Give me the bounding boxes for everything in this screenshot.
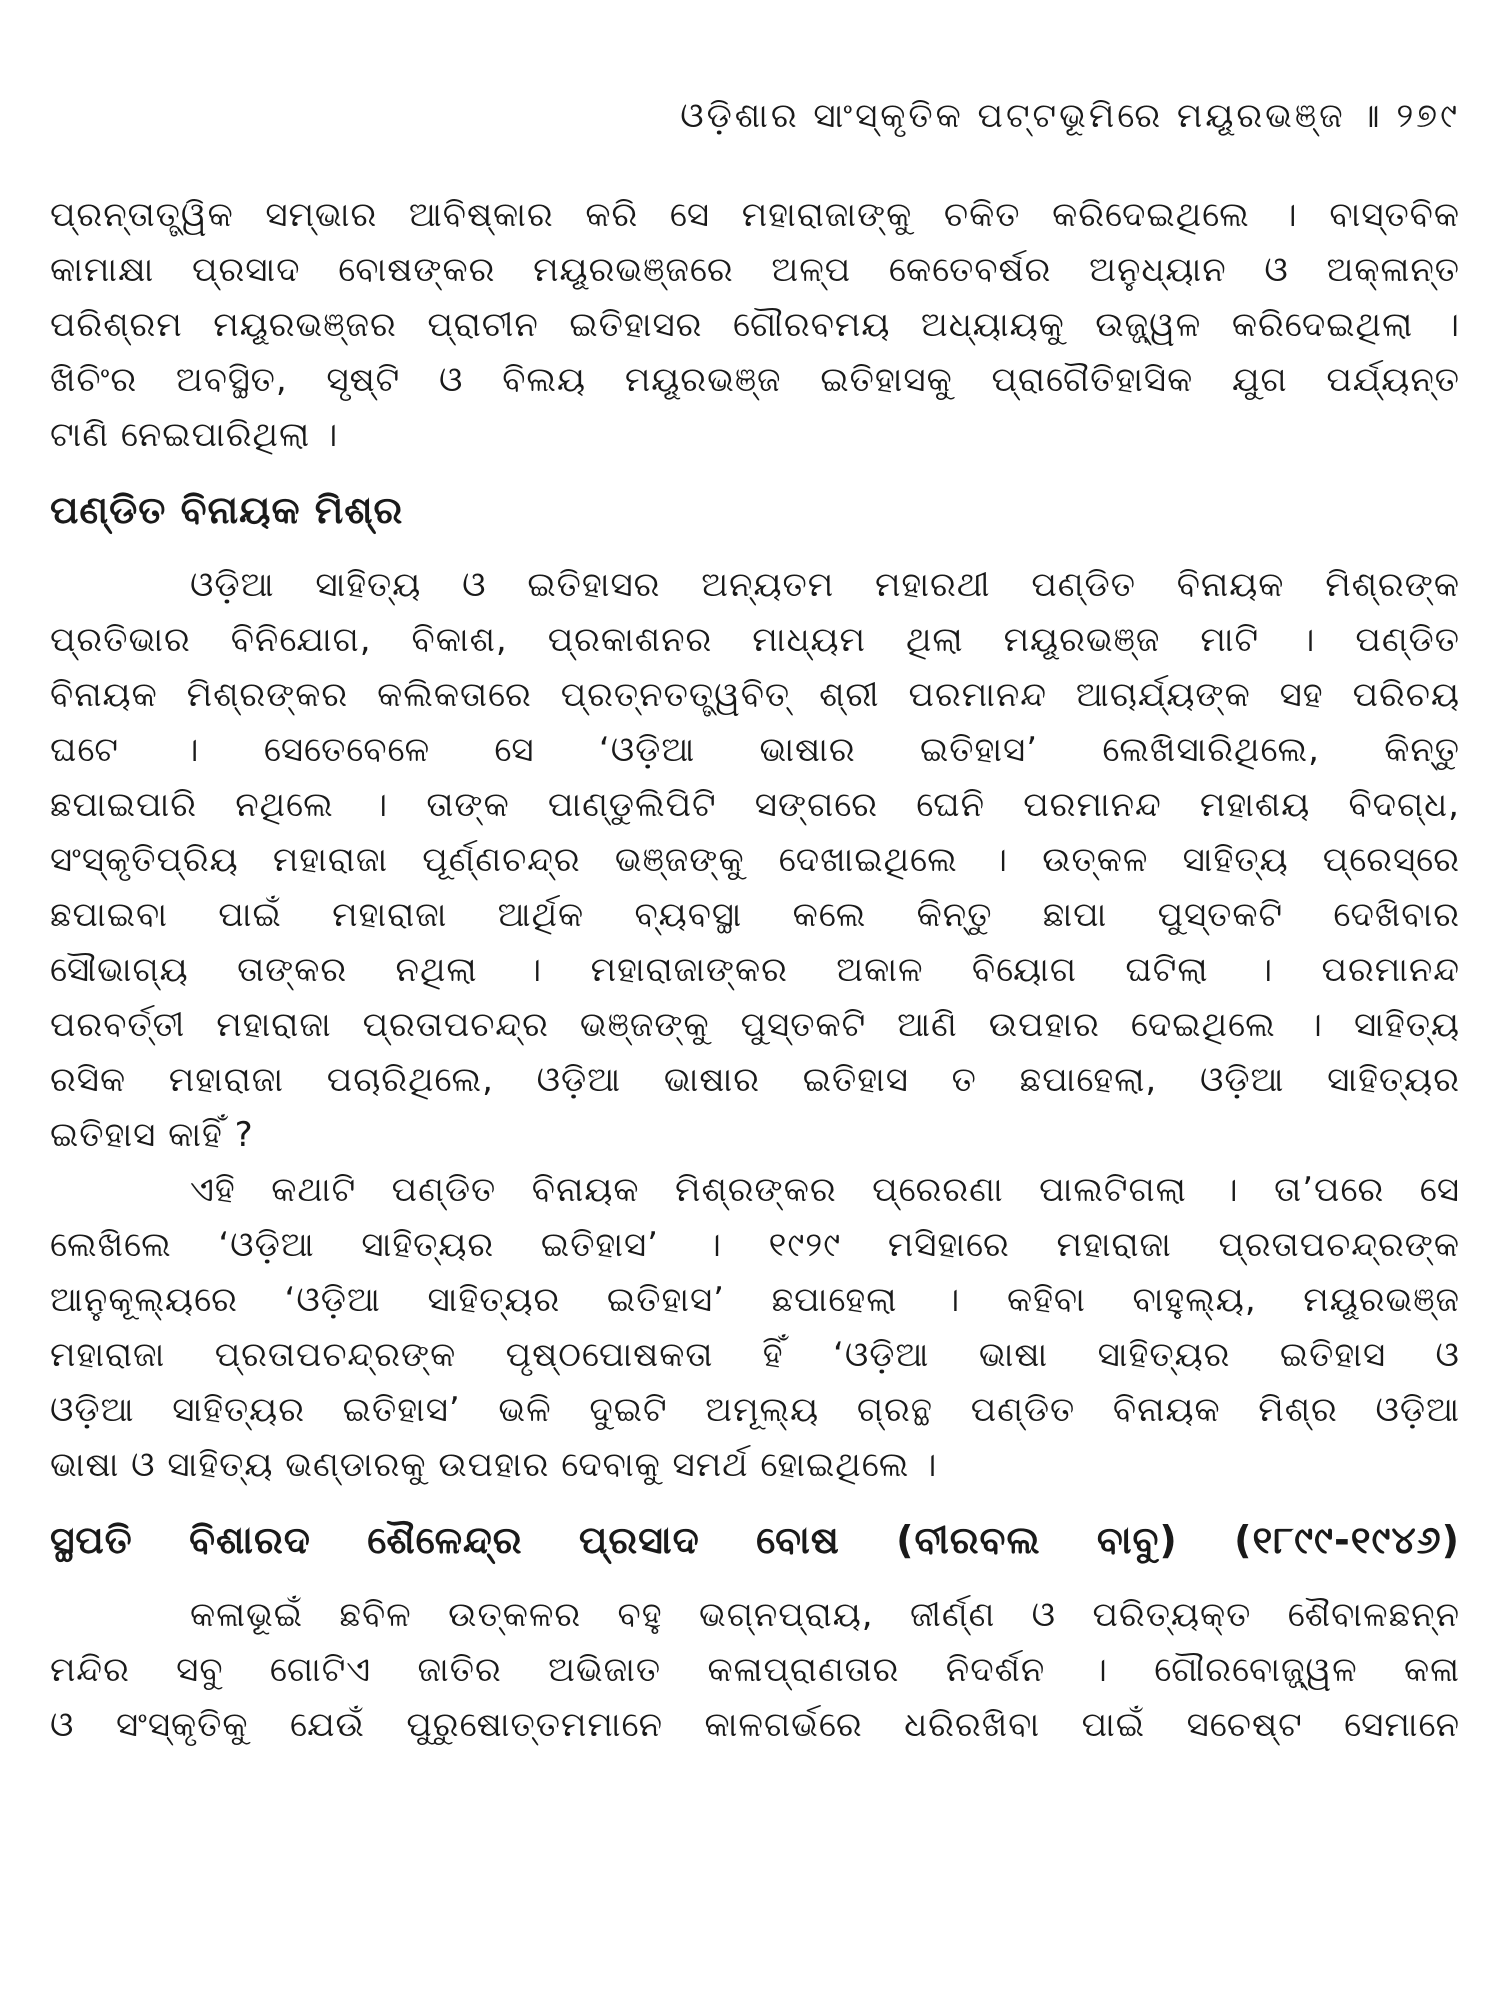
text-line: ପରବର୍ତ୍ତୀ ମହାରାଜା ପ୍ରତାପଚନ୍ଦ୍ର ଭଞ୍ଜଙ୍କୁ ପୁସ୍ତକଟି ଆଣି ଉପହାର ଦେଇଥିଲେ । ସାହିତ୍ୟ: [50, 1005, 1460, 1045]
text-line: ଏହି କଥାଟି ପଣ୍ଡିତ ବିନାୟକ ମିଶ୍ରଙ୍କର ପ୍ରେରଣା ପାଲଟିଗଲା । ତା’ପରେ ସେ: [190, 1170, 1460, 1210]
text-line: କାମାକ୍ଷା ପ୍ରସାଦ ବୋଷଙ୍କର ମୟୂରଭଞ୍ଜରେ ଅଳ୍ପ କେତେବର୍ଷର ଅନୁଧ୍ୟାନ ଓ ଅକ୍ଳାନ୍ତ: [50, 250, 1460, 290]
text-line: କଳାଭୂଇଁ ଛବିଳ ଉତ୍କଳର ବହୁ ଭଗ୍ନପ୍ରାୟ, ଜୀର୍ଣ୍ଣ ଓ ପରିତ୍ୟକ୍ତ ଶୈବାଳଛନ୍ନ: [190, 1595, 1460, 1635]
text-line: ପରିଶ୍ରମ ମୟୂରଭଞ୍ଜର ପ୍ରାଚୀନ ଇତିହାସର ଗୌରବମୟ ଅଧ୍ୟାୟକୁ ଉଜ୍ଜ୍ୱଳ କରିଦେଇଥିଲା ।: [50, 305, 1460, 345]
text-line: ସୌଭାଗ୍ୟ ତାଙ୍କର ନଥିଲା । ମହାରାଜାଙ୍କର ଅକାଳ ବିୟୋଗ ଘଟିଲା । ପରମାନନ୍ଦ: [50, 950, 1460, 990]
text-line: ଇତିହାସ କାହିଁ ?: [50, 1115, 254, 1155]
text-line: ଲେଖିଲେ ‘ଓଡ଼ିଆ ସାହିତ୍ୟର ଇତିହାସ’ । ୧୯୨୯ ମସିହାରେ ମହାରାଜା ପ୍ରତାପଚନ୍ଦ୍ରଙ୍କ: [50, 1225, 1460, 1265]
text-line: ଛପାଇପାରି ନଥିଲେ । ତାଙ୍କ ପାଣ୍ଡୁଲିପିଟି ସଙ୍ଗରେ ଘେନି ପରମାନନ୍ଦ ମହାଶୟ ବିଦଗ୍ଧ,: [50, 785, 1460, 825]
paragraph-4: [50, 1588, 1460, 1753]
section-heading-shailendra-prasad-bose: ସ୍ଥପତି ବିଶାରଦ ଶୈଳେନ୍ଦ୍ର ପ୍ରସାଦ ବୋଷ (ବୀରବଲ ବାବୁ) (୧୮୯୯-୧୯୪୬): [50, 1518, 1460, 1562]
text-line: ପ୍ରନ୍ତାତ୍ତ୍ୱିକ ସମ୍ଭାର ଆବିଷ୍କାର କରି ସେ ମହାରାଜାଙ୍କୁ ଚକିତ କରିଦେଇଥିଲେ । ବାସ୍ତବିକ: [50, 195, 1460, 235]
text-line: ବିନାୟକ ମିଶ୍ରଙ୍କର କଲିକତାରେ ପ୍ରତ୍ନତତ୍ତ୍ୱବିତ୍ ଶ୍ରୀ ପରମାନନ୍ଦ ଆଚାର୍ଯ୍ୟଙ୍କ ସହ ପରିଚୟ: [50, 675, 1460, 715]
running-head: ଓଡ଼ିଶାର ସାଂସ୍କୃତିକ ପଟ୍ଟଭୂମିରେ ମୟୂରଭଞ୍ଜ ॥ ୨୭୯: [680, 96, 1460, 136]
text-line: ରସିକ ମହାରାଜା ପଚାରିଥିଲେ, ଓଡ଼ିଆ ଭାଷାର ଇତିହାସ ତ ଛପାହେଲା, ଓଡ଼ିଆ ସାହିତ୍ୟର: [50, 1060, 1460, 1100]
text-line: ଟାଣି ନେଇପାରିଥିଲା ।: [50, 415, 339, 455]
text-line: ଓଡ଼ିଆ ସାହିତ୍ୟ ଓ ଇତିହାସର ଅନ୍ୟତମ ମହାରଥୀ ପଣ୍ଡିତ ବିନାୟକ ମିଶ୍ରଙ୍କ: [190, 565, 1460, 605]
book-page: [50, 0, 1460, 2000]
text-line: ପ୍ରତିଭାର ବିନିଯୋଗ, ବିକାଶ, ପ୍ରକାଶନର ମାଧ୍ୟମ ଥିଲା ମୟୂରଭଞ୍ଜ ମାଟି । ପଣ୍ଡିତ: [50, 620, 1460, 660]
text-line: ଛପାଇବା ପାଇଁ ମହାରାଜା ଆର୍ଥିକ ବ୍ୟବସ୍ଥା କଲେ କିନ୍ତୁ ଛାପା ପୁସ୍ତକଟି ଦେଖିବାର: [50, 895, 1460, 935]
text-line: ଓଡ଼ିଆ ସାହିତ୍ୟର ଇତିହାସ’ ଭଳି ଦୁଇଟି ଅମୂଲ୍ୟ ଗ୍ରନ୍ଥ ପଣ୍ଡିତ ବିନାୟକ ମିଶ୍ର ଓଡ଼ିଆ: [50, 1390, 1460, 1430]
paragraph-2: [50, 558, 1460, 1163]
text-line: ସଂସ୍କୃତିପ୍ରିୟ ମହାରାଜା ପୂର୍ଣ୍ଣଚନ୍ଦ୍ର ଭଞ୍ଜଙ୍କୁ ଦେଖାଇଥିଲେ । ଉତ୍କଳ ସାହିତ୍ୟ ପ୍ରେସ୍‌ରେ: [50, 840, 1460, 880]
body-text: [50, 188, 1460, 1753]
text-line: ଖିଚିଂର ଅବସ୍ଥିତ, ସୃଷ୍ଟି ଓ ବିଲୟ ମୟୂରଭଞ୍ଜ ଇତିହାସକୁ ପ୍ରାଗୈତିହାସିକ ଯୁଗ ପର୍ଯ୍ୟନ୍ତ: [50, 360, 1460, 400]
text-line: ଓ ସଂସ୍କୃତିକୁ ଯେଉଁ ପୁରୁଷୋତ୍ତମମାନେ କାଳଗର୍ଭରେ ଧରିରଖିବା ପାଇଁ ସଚେଷ୍ଟ ସେମାନେ: [50, 1705, 1460, 1745]
paragraph-3: [50, 1163, 1460, 1493]
text-line: ଘଟେ । ସେତେବେଳେ ସେ ‘ଓଡ଼ିଆ ଭାଷାର ଇତିହାସ’ ଲେଖିସାରିଥିଲେ, କିନ୍ତୁ: [50, 730, 1460, 770]
text-line: ମନ୍ଦିର ସବୁ ଗୋଟିଏ ଜାତିର ଅଭିଜାତ କଳାପ୍ରାଣତାର ନିଦର୍ଶନ । ଗୌରବୋଜ୍ଜ୍ୱଳ କଳା: [50, 1650, 1460, 1690]
text-line: ମହାରାଜା ପ୍ରତାପଚନ୍ଦ୍ରଙ୍କ ପୃଷ୍ଠପୋଷକତା ହିଁ ‘ଓଡ଼ିଆ ଭାଷା ସାହିତ୍ୟର ଇତିହାସ ଓ: [50, 1335, 1460, 1375]
text-line: ଭାଷା ଓ ସାହିତ୍ୟ ଭଣ୍ଡାରକୁ ଉପହାର ଦେବାକୁ ସମର୍ଥ ହୋଇଥିଲେ ।: [50, 1445, 938, 1485]
paragraph-1: [50, 188, 1460, 463]
section-heading-vinayak-mishra: ପଣ୍ଡିତ ବିନାୟକ ମିଶ୍ର: [50, 488, 404, 532]
text-line: ଆନୁକୂଲ୍ୟରେ ‘ଓଡ଼ିଆ ସାହିତ୍ୟର ଇତିହାସ’ ଛପାହେଲା । କହିବା ବାହୁଲ୍ୟ, ମୟୂରଭଞ୍ଜ: [50, 1280, 1460, 1320]
